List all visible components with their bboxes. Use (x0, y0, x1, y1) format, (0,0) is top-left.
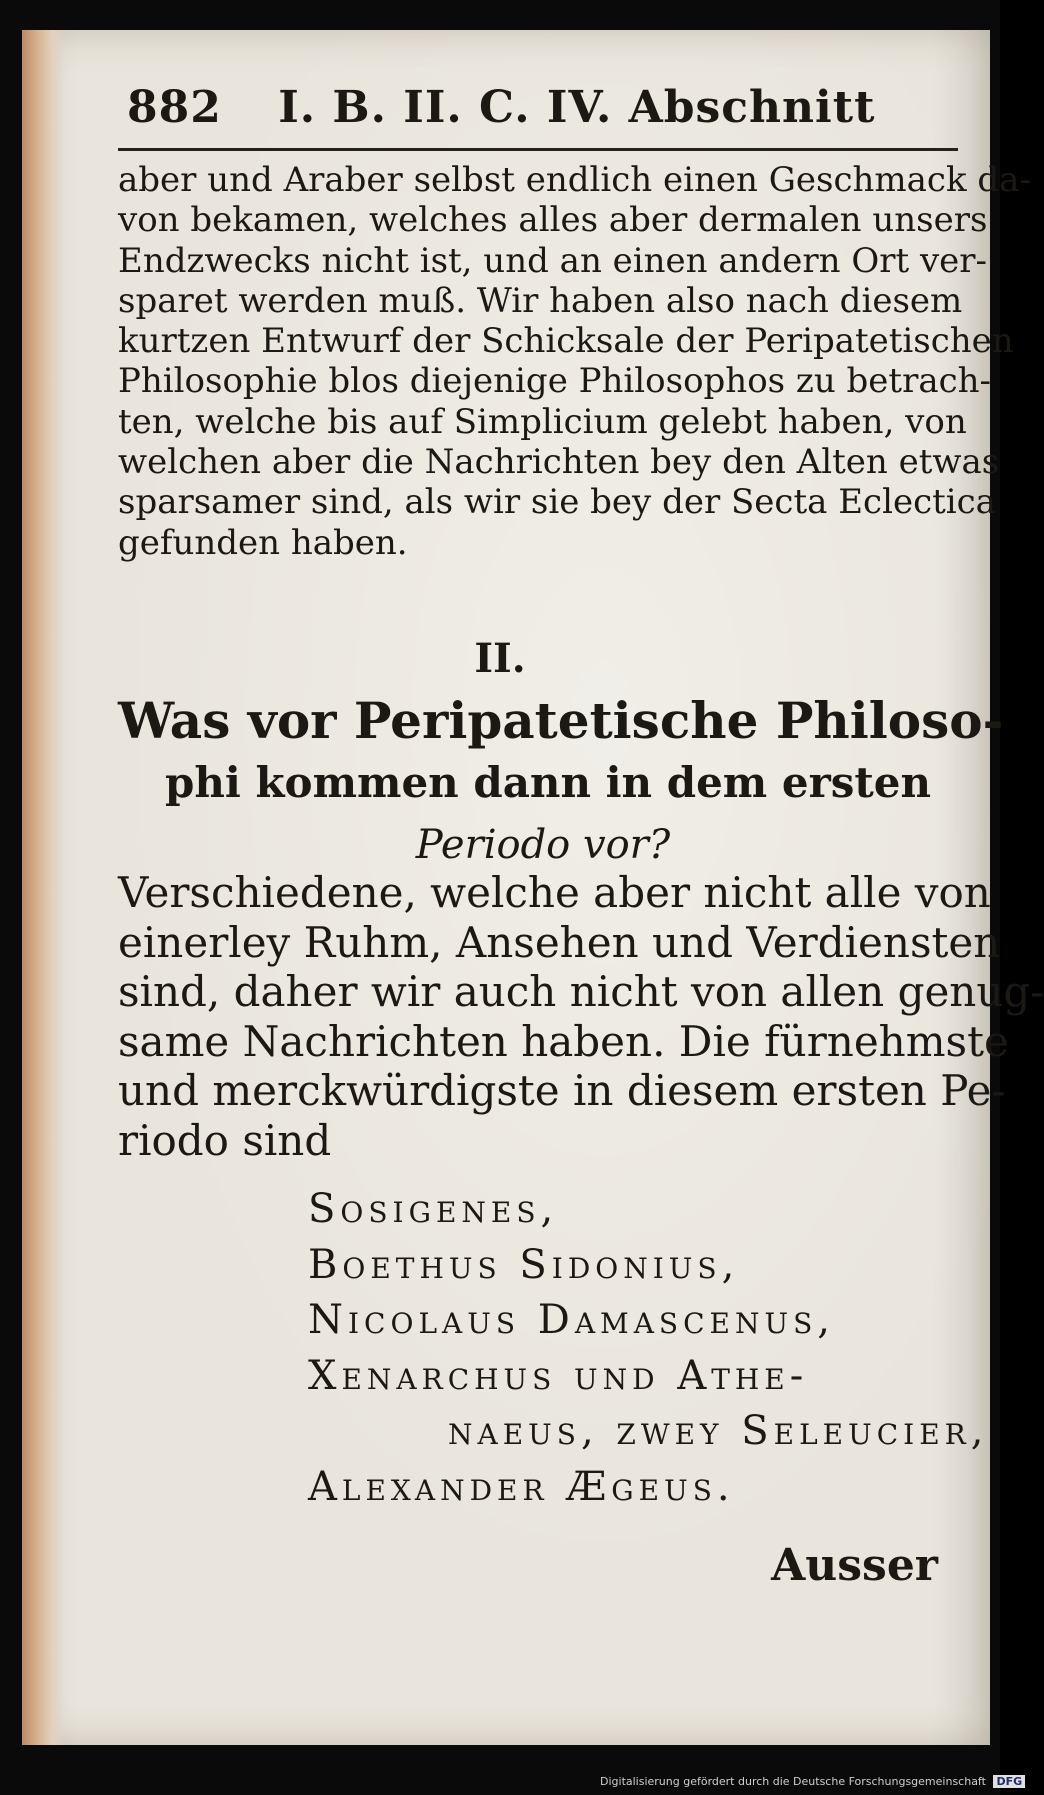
heading-line: Periodo vor? (415, 822, 671, 868)
text-line: sind, daher wir auch nicht von allen genug- (118, 967, 1044, 1016)
header-rule (118, 148, 958, 151)
page-number: 882 (127, 82, 222, 133)
footer-text: Digitalisierung gefördert durch die Deutsche Forschungsgemeinschaft (600, 1775, 986, 1788)
text-line: gefunden haben. (118, 522, 408, 563)
text-line: Endzwecks nicht ist, und an einen andern Ort ver- (118, 240, 988, 281)
text-line: einerley Ruhm, Ansehen und Verdiensten (118, 917, 1001, 967)
paragraph-2 (118, 868, 1044, 1165)
section-heading (118, 690, 1004, 876)
running-header (127, 82, 876, 142)
text-line: riodo sind (118, 1115, 332, 1165)
page-edge (22, 30, 66, 1745)
text-line: sparet werden muß. Wir haben also nach diesem (118, 280, 963, 321)
text-line: Philosophie blos diejenige Philosophos zu betrach- (118, 361, 992, 402)
text-line: kurtzen Entwurf der Schicksale der Peripatetischen (118, 321, 1014, 362)
catchword: Ausser (771, 1540, 938, 1591)
text-line: und merckwürdigste in diesem ersten Pe- (118, 1066, 1006, 1115)
text-line: aber und Araber selbst endlich einen Geschmack da- (118, 160, 1031, 200)
dfg-logo: DFG (993, 1775, 1025, 1788)
list-item: naeus, zwey Seleucier, (448, 1408, 989, 1454)
list-item: Alexander Ægeus. (308, 1463, 735, 1510)
text-line: ten, welche bis auf Simplicium gelebt haben, von (118, 401, 967, 442)
running-title: I. B. II. C. IV. Abschnitt (278, 82, 876, 133)
list-item: Boethus Sidonius, (308, 1241, 740, 1288)
text-line: sparsamer sind, als wir sie bey der Secta Eclectica (118, 482, 996, 523)
paragraph-1 (118, 160, 1031, 563)
heading-line: Was vor Peripatetische Philoso- (118, 691, 1004, 750)
digitization-footer (600, 1775, 1023, 1795)
list-item: Xenarchus und Athe- (308, 1352, 809, 1399)
philosopher-list (308, 1182, 989, 1515)
list-item: Sosigenes, (308, 1186, 559, 1232)
text-line: welchen aber die Nachrichten bey den Alten etwas (118, 442, 1000, 483)
text-line: von bekamen, welches alles aber dermalen unsers (118, 200, 988, 241)
text-line: Verschiedene, welche aber nicht alle von (118, 868, 991, 917)
list-item: Nicolaus Damascenus, (308, 1297, 835, 1343)
heading-line: phi kommen dann in dem ersten (164, 758, 932, 807)
text-line: same Nachrichten haben. Die fürnehmste (118, 1016, 1009, 1066)
section-number: II. (474, 635, 526, 682)
